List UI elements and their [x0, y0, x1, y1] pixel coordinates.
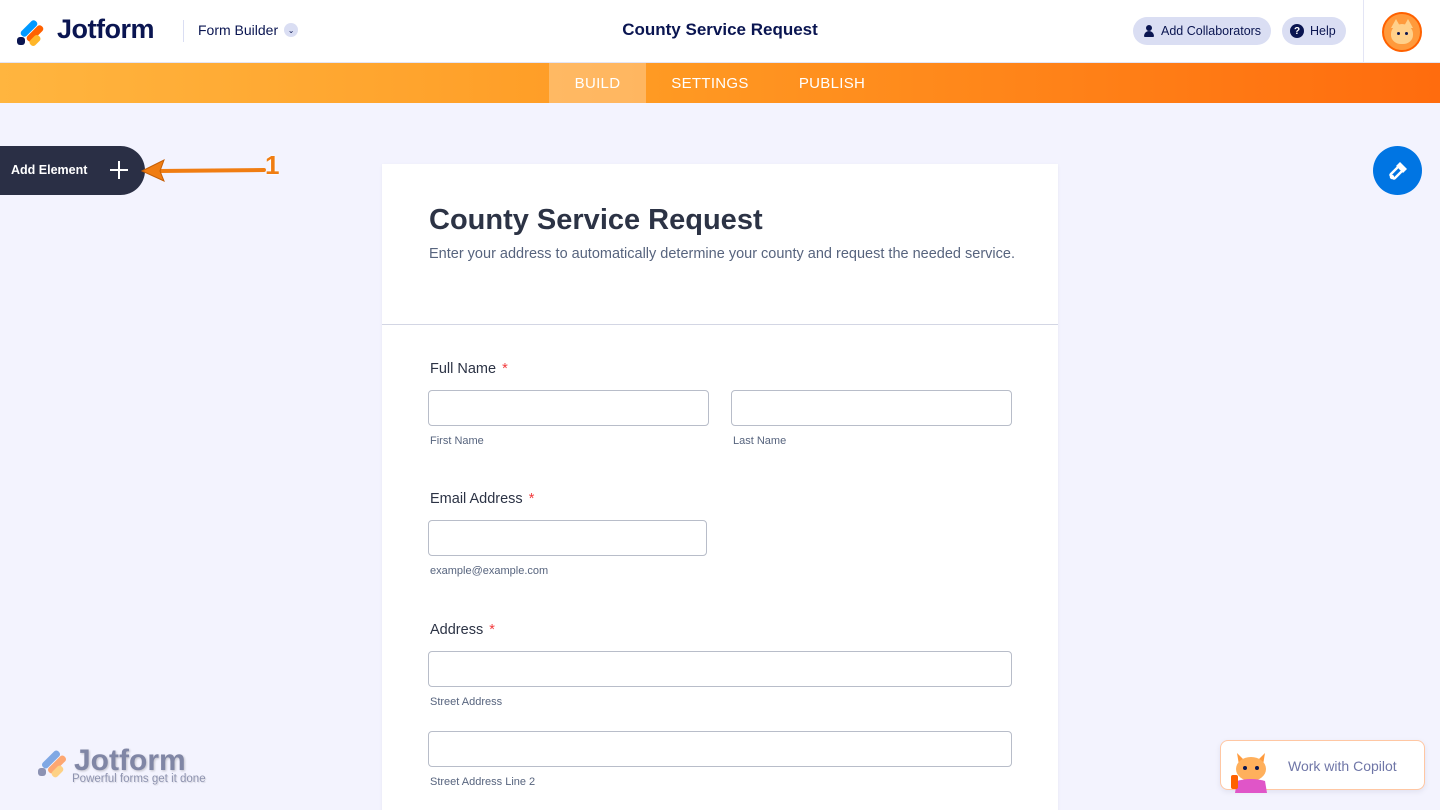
street-address-line2-sublabel: Street Address Line 2 [430, 776, 536, 788]
email-sublabel: example@example.com [430, 565, 549, 577]
jotform-logo-icon [38, 745, 70, 777]
full-name-label-text: Full Name [430, 361, 497, 377]
form-designer-button[interactable] [1373, 146, 1422, 195]
annotation-number: 1 [265, 150, 280, 180]
footer-tagline: Powerful forms get it done [72, 773, 206, 785]
required-mark: * [502, 361, 508, 377]
add-collaborators-label: Add Collaborators [1161, 24, 1262, 38]
required-mark: * [528, 491, 535, 507]
logo-text: Jotform [57, 14, 154, 44]
add-element-label: Add Element [11, 163, 88, 177]
email-label[interactable] [430, 491, 534, 507]
annotation-arrow-icon [136, 150, 286, 190]
tab-settings[interactable]: SETTINGS [671, 74, 749, 92]
email-input[interactable] [428, 520, 707, 556]
header-divider-right [1363, 0, 1364, 63]
jotform-logo[interactable] [17, 14, 154, 45]
address-label-text: Address [430, 622, 484, 638]
jotform-logo-icon [17, 15, 47, 45]
required-mark: * [489, 622, 495, 638]
builder-nav [0, 63, 1440, 103]
street-address-line2-input[interactable] [428, 731, 1012, 767]
street-address-sublabel: Street Address [430, 696, 503, 708]
chevron-down-icon: ⌄ [284, 23, 298, 37]
page-title: County Service Request [622, 20, 818, 39]
form-description[interactable]: Enter your address to automatically determine your county and request the needed service. [429, 246, 1015, 262]
top-header [0, 0, 1440, 63]
add-collaborators-button[interactable] [1133, 17, 1271, 45]
add-element-button[interactable] [0, 146, 145, 195]
address-label[interactable] [430, 622, 495, 638]
header-divider [183, 20, 184, 42]
first-name-input[interactable] [428, 390, 709, 426]
footer-logo-text: Jotform [74, 744, 186, 777]
street-address-input[interactable] [428, 651, 1012, 687]
form-builder-switch[interactable] [198, 22, 298, 38]
last-name-sublabel: Last Name [733, 435, 787, 447]
paint-roller-icon [1386, 159, 1410, 183]
plus-icon [110, 161, 128, 179]
first-name-sublabel: First Name [430, 435, 484, 447]
help-button[interactable] [1282, 17, 1346, 45]
email-label-text: Email Address [430, 491, 523, 507]
copilot-cat-icon [1229, 747, 1275, 793]
copilot-label: Work with Copilot [1288, 758, 1397, 774]
copilot-button[interactable] [1220, 740, 1425, 790]
question-icon: ? [1290, 24, 1304, 38]
help-label: Help [1310, 24, 1336, 38]
form-title[interactable]: County Service Request [429, 204, 763, 236]
last-name-input[interactable] [731, 390, 1012, 426]
person-icon [1143, 25, 1155, 37]
tab-publish[interactable]: PUBLISH [798, 74, 866, 92]
avatar[interactable] [1382, 12, 1422, 52]
form-builder-label: Form Builder [198, 22, 279, 38]
footer-logo [38, 744, 206, 785]
tab-build[interactable]: BUILD [549, 63, 646, 103]
full-name-label[interactable] [430, 361, 508, 377]
form-header[interactable] [382, 164, 1058, 325]
form-card [382, 164, 1058, 810]
